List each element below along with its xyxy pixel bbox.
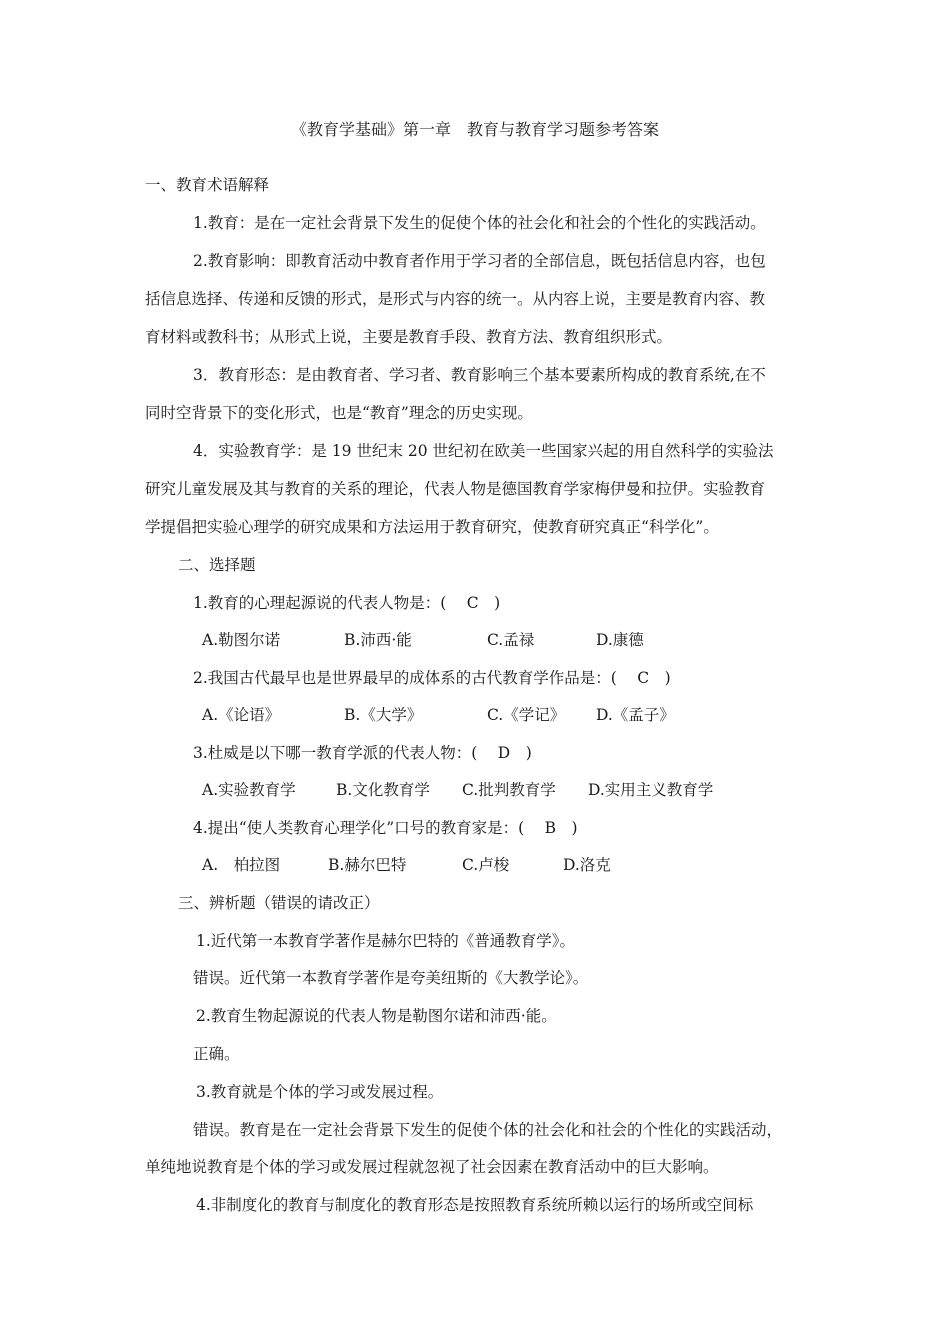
question-line: 4.提出“使人类教育心理学化”口号的教育家是：( B ) [193, 819, 578, 837]
section-heading-choice: 二、选择题 [178, 556, 256, 574]
option-c: C.孟禄 [487, 631, 535, 649]
option-d: D.《孟子》 [596, 706, 675, 724]
option-d: D.实用主义教育学 [588, 781, 714, 799]
term-line: 同时空背景下的变化形式，也是“教育”理念的历史实现。 [145, 404, 533, 422]
analysis-line: 4.非制度化的教育与制度化的教育形态是按照教育系统所赖以运行的场所或空间标 [196, 1196, 754, 1214]
analysis-line: 单纯地说教育是个体的学习或发展过程就忽视了社会因素在教育活动中的巨大影响。 [145, 1158, 719, 1176]
term-line: 1.教育：是在一定社会背景下发生的促使个体的社会化和社会的个性化的实践活动。 [193, 214, 766, 232]
option-a: A.实验教育学 [202, 781, 296, 799]
question-line: 3.杜威是以下哪一教育学派的代表人物：( D ) [193, 744, 532, 762]
option-b: B.文化教育学 [336, 781, 430, 799]
option-c: C.《学记》 [487, 706, 566, 724]
option-a: A.勒图尔诺 [202, 631, 281, 649]
document-title: 《教育学基础》第一章 教育与教育学习题参考答案 [290, 120, 659, 139]
analysis-line: 1.近代第一本教育学著作是赫尔巴特的《普通教育学》。 [196, 932, 576, 950]
option-a: A.《论语》 [202, 706, 281, 724]
option-c: C.卢梭 [462, 856, 510, 874]
question-line: 2.我国古代最早也是世界最早的成体系的古代教育学作品是：( C ) [193, 669, 671, 687]
option-d: D.康德 [596, 631, 644, 649]
term-line: 4．实验教育学：是 19 世纪末 20 世纪初在欧美一些国家兴起的用自然科学的实验法 [193, 442, 774, 460]
option-b: B.沛西·能 [344, 631, 412, 649]
term-line: 括信息选择、传递和反馈的形式，是形式与内容的统一。从内容上说，主要是教育内容、教 [145, 290, 766, 308]
section-heading-analysis: 三、辨析题（错误的请改正） [178, 894, 380, 912]
term-line: 学提倡把实验心理学的研究成果和方法运用于教育研究，使教育研究真正“科学化”。 [145, 518, 719, 536]
analysis-line: 错误。近代第一本教育学著作是夸美纽斯的《大教学论》。 [193, 969, 589, 987]
analysis-line: 3.教育就是个体的学习或发展过程。 [196, 1083, 444, 1101]
section-heading-terms: 一、教育术语解释 [145, 176, 270, 194]
term-line: 2.教育影响：即教育活动中教育者作用于学习者的全部信息，既包括信息内容，也包 [193, 252, 766, 270]
analysis-line: 2.教育生物起源说的代表人物是勒图尔诺和沛西·能。 [196, 1007, 557, 1025]
option-d: D.洛克 [563, 856, 611, 874]
analysis-line: 错误。教育是在一定社会背景下发生的促使个体的社会化和社会的个性化的实践活动， [193, 1121, 783, 1139]
term-line: 3．教育形态：是由教育者、学习者、教育影响三个基本要素所构成的教育系统,在不 [193, 366, 766, 384]
option-b: B.赫尔巴特 [328, 856, 407, 874]
analysis-line: 正确。 [193, 1045, 240, 1063]
option-a: A. 柏拉图 [202, 856, 281, 874]
option-c: C.批判教育学 [462, 781, 556, 799]
question-line: 1.教育的心理起源说的代表人物是：( C ) [193, 594, 501, 612]
term-line: 育材料或教科书；从形式上说，主要是教育手段、教育方法、教育组织形式。 [145, 328, 673, 346]
option-b: B.《大学》 [344, 706, 423, 724]
term-line: 研究儿童发展及其与教育的关系的理论，代表人物是德国教育学家梅伊曼和拉伊。实验教育 [145, 480, 766, 498]
